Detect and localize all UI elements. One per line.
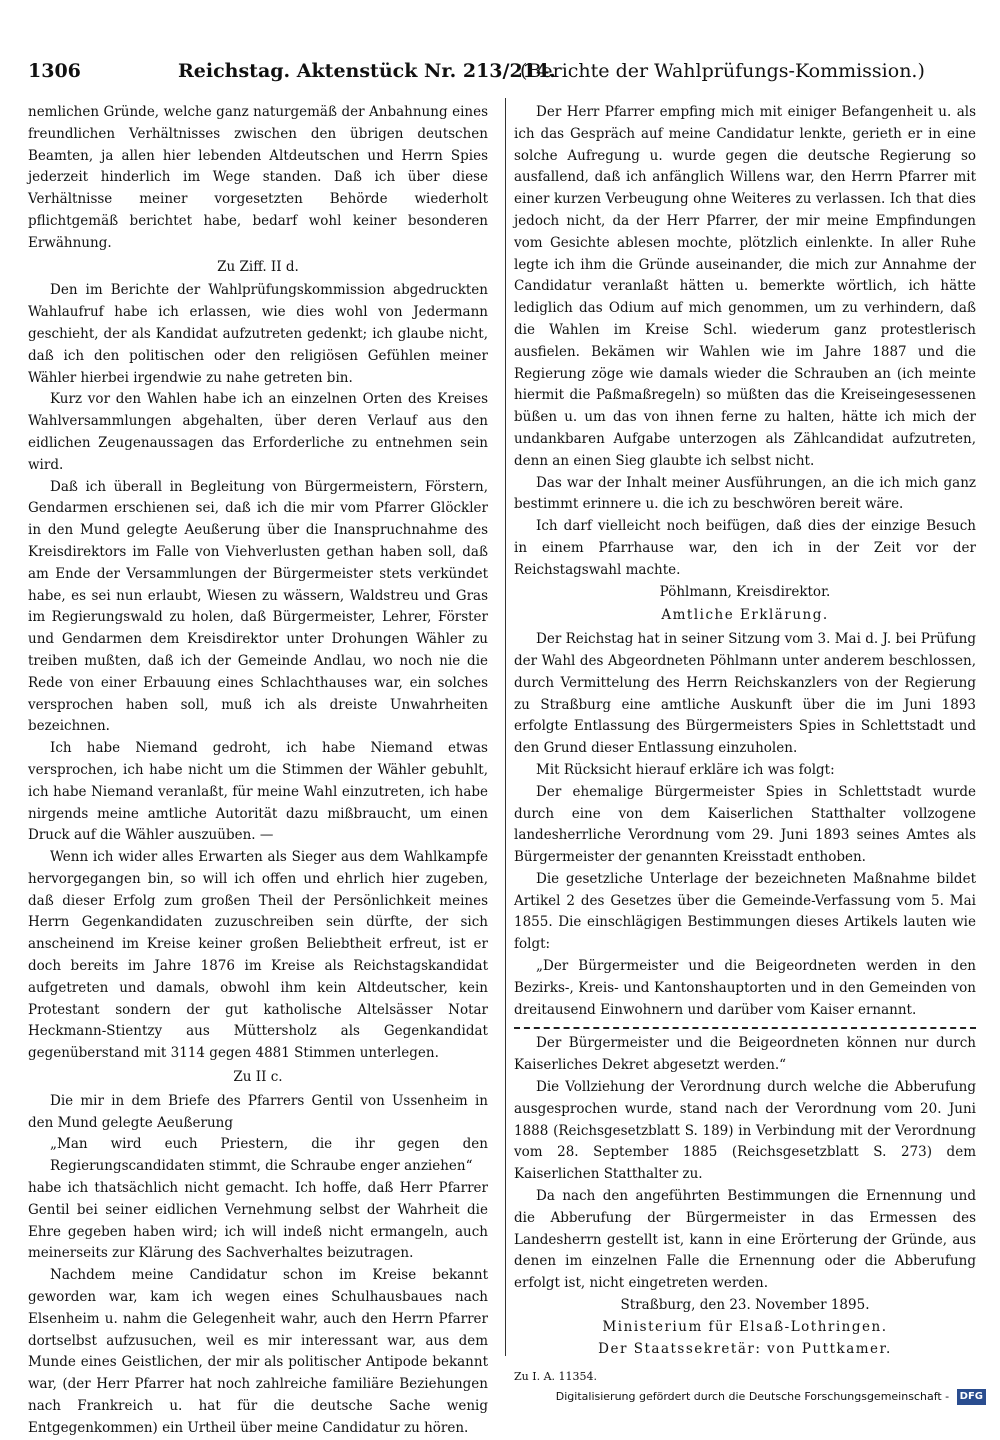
paragraph: Da nach den angeführten Bestimmungen die Ernennung und die Abberufung der Bürgermeister in das Ermessen des Landesherrn gestellt ist, kann in eine Erörterung der Gründe, aus denen im einzelnen Falle die Ernennung oder die Abberufung erfolgt ist, nicht eingetreten werden.: [514, 1188, 976, 1292]
paragraph: Der Herr Pfarrer empfing mich mit einiger Befangenheit u. als ich das Gespräch auf meine Candidatur lenkte, gerieth er in eine solche Aufregung u. wurde gegen die deutsche Regierung so ausfallend, daß ich anfänglich Willens war, den Herrn Pfarrer mit einer kurzen Verbeugung ohne Weiteres zu verlassen. Ich that dies jedoch nicht, da der Herr Pfarrer, der mir meine Empfindungen vom Gesichte ablesen mochte, plötzlich einlenkte. In aller Ruhe legte ich ihm die Gründe auseinander, die mich zur Annahme der Candidatur veranlaßt hätten u. bemerkte wörtlich, ich hätte lediglich das Odium auf mich genommen, um zu verhindern, daß die Wahlen im Kreise Schl. wiederum ganz protestlerisch ausfielen. Bekämen wir Wahlen wie im Jahre 1887 und die Regierung zöge wie damals wieder die Schrauben an (ich meinte hiermit die Paßmaßregeln) so müßten das die Kreiseingesessenen büßen u. um das von ihnen ferne zu halten, hätte ich mich der undankbaren Aufgabe unterzogen als Zählcandidat aufzutreten, denn an einen Sieg glaubte ich selbst nicht.: [514, 104, 976, 469]
paragraph: Daß ich überall in Begleitung von Bürgermeistern, Förstern, Gendarmen erschienen sei, daß ich die mir vom Pfarrer Glöckler in den Mund gelegte Aeußerung über die Inanspruchnahme des Kreisdirektors im Falle von Viehverlusten gethan haben soll, daß am Ende der Versammlungen der Bürgermeister stets verkündet habe, es sei nun erlaubt, Wiesen zu wässern, Waldstreu und Gras im Regierungswald zu holen, daß Bürgermeister, Lehrer, Förster und Gendarmen dem Kreisdirektor unter Drohungen Wähler zu treiben mußten, daß ich der Gemeinde Andlau, wo noch nie die Rede von einer Erbauung eines Schlachthauses war, ein solches versprochen haben soll, muß ich als dreiste Unwahrheiten bezeichnen.: [28, 478, 488, 735]
dashed-separator: [514, 1027, 976, 1029]
reference-number: Zu I. A. 11354.: [514, 1370, 597, 1384]
quotation: Der Bürgermeister und die Beigeordneten können nur durch Kaiserliches Dekret abgesetzt werden.“: [514, 1035, 976, 1074]
digitization-footer: [556, 1389, 986, 1405]
paragraph: Ich habe Niemand gedroht, ich habe Niemand etwas versprochen, ich habe nicht um die Stimmen der Wähler gebuhlt, ich habe Niemand veranlaßt, für meine Wahl einzutreten, ich habe nirgends meine amtliche Autorität dazu mißbraucht, um einen Druck auf die Wähler auszuüben. —: [28, 740, 488, 844]
column-divider: [505, 98, 506, 1356]
paragraph: Nachdem meine Candidatur schon im Kreise bekannt geworden war, kam ich wegen eines Schulhausbaues nach Elsenheim u. nahm die Gelegenheit wahr, auch den Herrn Pfarrer dortselbst aufzusuchen, weil es mir interessant war, aus dem Munde eines Geistlichen, der mir als politischer Antipode bekannt war, (der Herr Pfarrer hat noch zahlreiche familiäre Beziehungen nach Frankreich u. hat für die deutsche Sache wenig Entgegenkommen) ein Urtheil über meine Candidatur zu hören.: [28, 1267, 488, 1436]
header-title: Reichstag. Aktenstück Nr. 213/214.: [178, 60, 556, 82]
signature-line: Pöhlmann, Kreisdirektor.: [659, 583, 831, 600]
paragraph: Ich darf vielleicht noch beifügen, daß dies der einzige Besuch in einem Pfarrhause war, den ich in der Zeit vor der Reichstagswahl machte.: [514, 518, 976, 578]
quotation: „Der Bürgermeister und die Beigeordneten werden in den Bezirks-, Kreis- und Kantonshauptorten und in den Gemeinden von dreitausend Einwohnern und darüber vom Kaiser ernannt.: [514, 958, 976, 1018]
section-heading: Zu II c.: [233, 1069, 283, 1086]
quotation: „Man wird euch Priestern, die ihr gegen den Regierungscandidaten stimmt, die Schraube enger anziehen“: [50, 1136, 488, 1175]
paragraph: Die Vollziehung der Verordnung durch welche die Abberufung ausgesprochen wurde, stand nach der Verordnung vom 20. Juni 1888 (Reichsgesetzblatt S. 189) in Verbindung mit der Verordnung vom 28. September 1885 (Reichsgesetzblatt S. 273) dem Kaiserlichen Statthalter zu.: [514, 1079, 976, 1183]
paragraph: Wenn ich wider alles Erwarten als Sieger aus dem Wahlkampfe hervorgegangen bin, so will ich offen und ehrlich hier zugeben, daß dieser Erfolg zum großen Theil der Persönlichkeit meines Herrn Gegenkandidaten zuzuschreiben sein dürfte, der sich anscheinend im Kreise keiner großen Beliebtheit erfreut, ist er doch bereits im Jahre 1876 im Kreise als Reichstagskandidat aufgetreten und damals, obwohl ihm kein Altdeutscher, kein Protestant sondern der gut katholische Altelsässer Notar Heckmann-Stientzy aus Müttersholz als Gegenkandidat gegenüberstand mit 3114 gegen 4881 Stimmen unterlegen.: [28, 849, 488, 1062]
paragraph: Kurz vor den Wahlen habe ich an einzelnen Orten des Kreises Wahlversammlungen abgehalten, über deren Verlauf aus den eidlichen Zeugenaussagen das Erforderliche zu entnehmen sein wird.: [28, 391, 488, 473]
paragraph: Der Reichstag hat in seiner Sitzung vom 3. Mai d. J. bei Prüfung der Wahl des Abgeordneten Pöhlmann unter anderem beschlossen, durch Vermittelung des Herrn Reichskanzlers von der Regierung zu Straßburg eine amtliche Auskunft über die im Juni 1893 erfolgte Entlassung des Bürgermeisters Spies in Schlettstadt und den Grund dieser Entlassung einzuholen.: [514, 631, 976, 757]
paragraph: Mit Rücksicht hierauf erkläre ich was folgt:: [536, 761, 835, 778]
page-number: 1306: [28, 60, 81, 82]
right-column: [514, 102, 976, 1388]
left-column: [28, 102, 488, 1440]
paragraph: Die mir in dem Briefe des Pfarrers Gentil von Ussenheim in den Mund gelegte Aeußerung: [28, 1092, 488, 1131]
section-heading: Zu Ziff. II d.: [217, 258, 299, 275]
section-heading: Amtliche Erklärung.: [661, 607, 829, 624]
footer-text: Digitalisierung gefördert durch die Deutsche Forschungsgemeinschaft -: [555, 1390, 950, 1403]
paragraph: Den im Berichte der Wahlprüfungskommission abgedruckten Wahlaufruf habe ich erlassen, wie dies wohl von Jedermann geschieht, der als Kandidat aufzutreten gedenkt; ich glaube nicht, daß ich den politischen oder den religiösen Gefühlen meiner Wähler hierbei irgendwie zu nahe getreten bin.: [28, 282, 488, 386]
paragraph: habe ich thatsächlich nicht gemacht. Ich hoffe, daß Herr Pfarrer Gentil bei seiner eidlichen Vernehmung selbst der Wahrheit die Ehre gegeben haben wird; ich will indeß nicht ermangeln, auch meinerseits zur Klärung des Sachverhaltes beizutragen.: [28, 1180, 488, 1262]
running-header: [28, 58, 980, 84]
paragraph: nemlichen Gründe, welche ganz naturgemäß der Anbahnung eines freundlichen Verhältnisses zwischen den übrigen deutschen Beamten, ja allen hier lebenden Altdeutschen und Herrn Spies jederzeit hinderlich im Wege standen. Daß ich über diese Verhältnisse meiner vorgesetzten Behörde wiederholt pflichtgemäß berichtet habe, bedarf wohl keiner besonderen Erwähnung.: [28, 104, 488, 251]
paragraph: Das war der Inhalt meiner Ausführungen, an die ich mich ganz bestimmt erinnere u. die ich zu beschwören bereit wäre.: [514, 474, 976, 513]
signature-line: Der Staatssekretär: von Puttkamer.: [598, 1340, 892, 1357]
signature-line: Ministerium für Elsaß-Lothringen.: [602, 1318, 888, 1335]
header-subtitle: (Berichte der Wahlprüfungs-Kommission.): [520, 60, 925, 82]
paragraph: Der ehemalige Bürgermeister Spies in Schlettstadt wurde durch eine von dem Kaiserlichen Statthalter vollzogene landesherrliche Verordnung vom 29. Juni 1893 seines Amtes als Bürgermeister der genannten Kreisstadt enthoben.: [514, 783, 976, 866]
date-line: Straßburg, den 23. November 1895.: [620, 1297, 870, 1314]
dfg-logo: DFG: [957, 1389, 986, 1405]
paragraph: Die gesetzliche Unterlage der bezeichneten Maßnahme bildet Artikel 2 des Gesetzes über die Gemeinde-Verfassung vom 5. Mai 1855. Die einschlägigen Bestimmungen dieses Artikels lauten wie folgt:: [514, 870, 976, 953]
